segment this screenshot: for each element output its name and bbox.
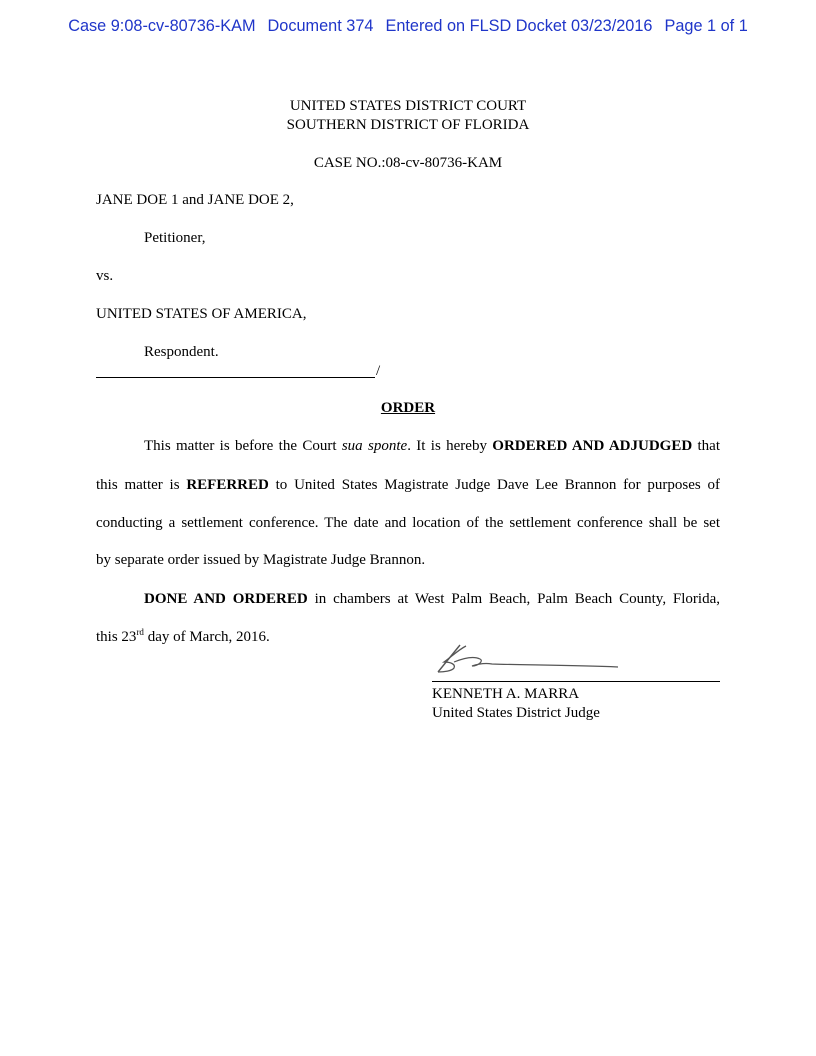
order-text: that: [692, 438, 721, 454]
versus: vs.: [96, 268, 114, 284]
ordinal-suffix: rd: [136, 627, 144, 637]
order-title: ORDER: [380, 400, 436, 416]
order-text-bold: DONE AND ORDERED: [144, 591, 308, 607]
order-text: this matter is: [96, 477, 187, 493]
order-text-bold: ORDERED AND ADJUDGED: [492, 438, 693, 454]
order-text-italic: sua sponte: [341, 438, 408, 454]
docket-entered-date: Entered on FLSD Docket 03/23/2016: [385, 17, 653, 35]
order-paragraph-line: conducting a settlement conference. The date and location of the settlement conference shall be set: [96, 515, 720, 531]
done-ordered-line: [96, 590, 720, 608]
order-text: This matter is before the Court: [144, 438, 342, 454]
order-paragraph-line: by separate order issued by Magistrate Judge Brannon.: [96, 552, 426, 568]
court-district: SOUTHERN DISTRICT OF FLORIDA: [286, 117, 530, 133]
plaintiffs: JANE DOE 1 and JANE DOE 2,: [96, 192, 294, 208]
order-text: . It is hereby: [407, 438, 493, 454]
order-text: day of March, 2016.: [143, 629, 270, 645]
order-paragraph-line: [96, 437, 720, 455]
docket-stamp: [0, 17, 816, 36]
judge-signature: [432, 636, 622, 676]
signature-line: [432, 681, 720, 682]
docket-document-number: Document 374: [267, 17, 374, 35]
docket-page-number: Page 1 of 1: [664, 17, 748, 35]
court-name: UNITED STATES DISTRICT COURT: [289, 98, 527, 114]
order-text: in chambers at West Palm Beach, Palm Beach County, Florida,: [307, 591, 721, 607]
caption-rule: [96, 377, 375, 378]
order-paragraph-line: [96, 476, 720, 494]
respondent-role: Respondent.: [144, 344, 219, 360]
signature-stroke: [454, 658, 618, 667]
petitioner-role: Petitioner,: [144, 230, 206, 246]
order-text-bold: REFERRED: [186, 477, 269, 493]
case-number: CASE NO.:08-cv-80736-KAM: [313, 155, 503, 171]
order-text: this 23: [96, 629, 137, 645]
defendant: UNITED STATES OF AMERICA,: [96, 306, 307, 322]
date-line: [96, 628, 720, 646]
judge-title: United States District Judge: [432, 705, 600, 721]
order-text: to United States Magistrate Judge Dave Lee Brannon for purposes of: [268, 477, 721, 493]
caption-rule-end: /: [376, 363, 381, 379]
docket-case-number: Case 9:08-cv-80736-KAM: [68, 17, 256, 35]
judge-name: KENNETH A. MARRA: [432, 686, 580, 702]
